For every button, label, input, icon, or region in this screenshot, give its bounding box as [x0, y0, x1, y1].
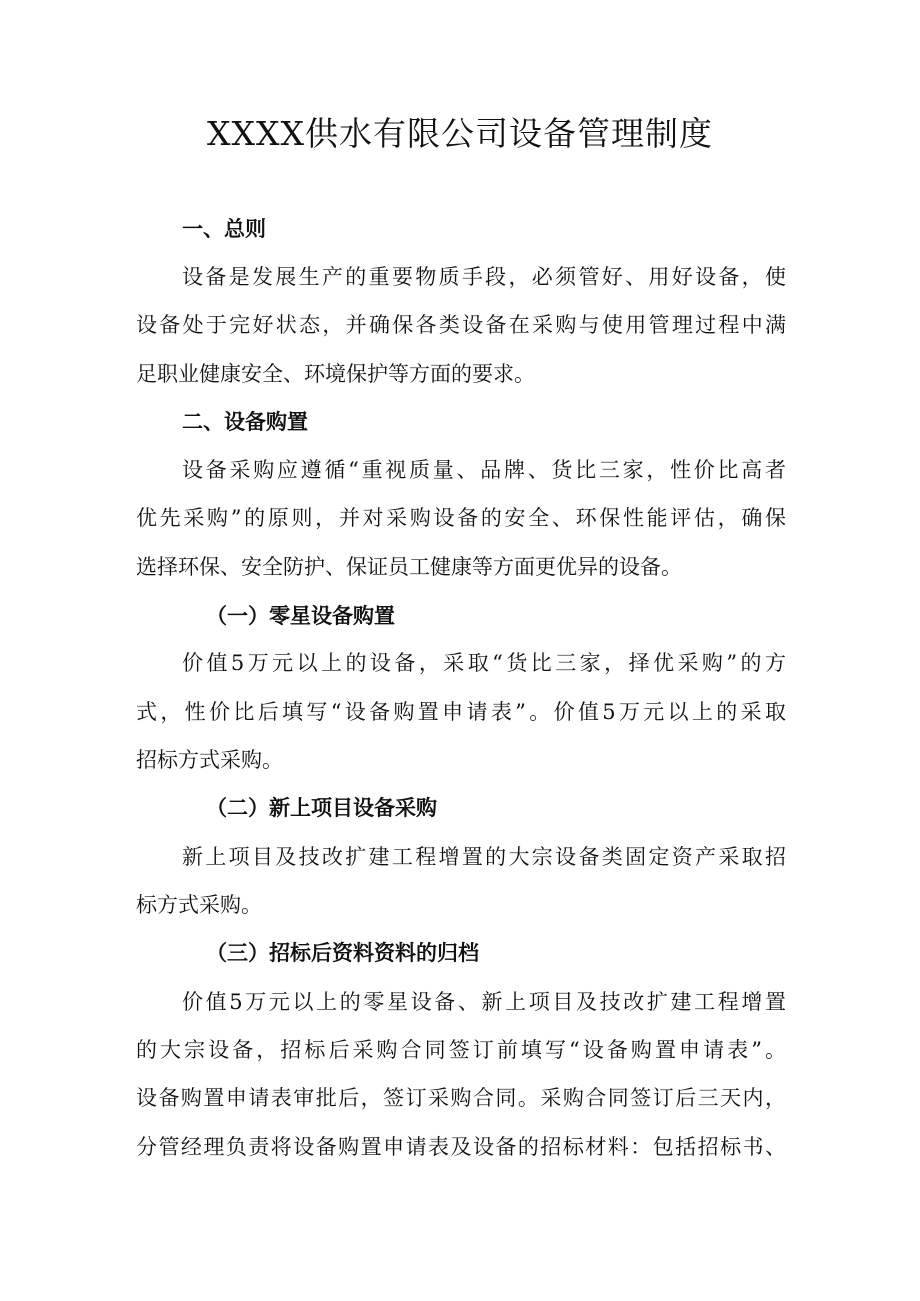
- paragraph-line: 式，性价比后填写“设备购置申请表”。价值5万元以上的采取: [136, 700, 786, 724]
- paragraph-line: 设备购置申请表审批后，签订采购合同。采购合同签订后三天内，: [136, 1086, 786, 1110]
- paragraph-line: 设备是发展生产的重要物质手段，必须管好、用好设备，使: [182, 265, 786, 289]
- paragraph-line: 足职业健康安全、环境保护等方面的要求。: [136, 362, 535, 386]
- subsection-heading-3: （三）招标后资料资料的归档: [206, 941, 479, 965]
- subsection-heading-1: （一）零星设备购置: [206, 604, 395, 628]
- paragraph-line: 招标方式采购。: [136, 748, 283, 772]
- paragraph-line: 设备采购应遵循“重视质量、品牌、货比三家，性价比高者: [182, 458, 786, 482]
- paragraph-line: 设备处于完好状态，并确保各类设备在采购与使用管理过程中满: [136, 313, 786, 337]
- paragraph-line: 价值5万元以上的零星设备、新上项目及技改扩建工程增置: [182, 990, 786, 1014]
- paragraph-line: 选择环保、安全防护、保证员工健康等方面更优异的设备。: [136, 555, 682, 579]
- paragraph-line: 优先采购”的原则，并对采购设备的安全、环保性能评估，确保: [136, 506, 786, 530]
- paragraph-line: 价值5万元以上的设备，采取“货比三家，择优采购”的方: [182, 651, 786, 675]
- subsection-heading-2: （二）新上项目设备采购: [206, 796, 437, 820]
- section-heading-purchase: 二、设备购置: [182, 410, 308, 434]
- document-title: XXXX供水有限公司设备管理制度: [207, 114, 713, 153]
- paragraph-line: 的大宗设备，招标后采购合同签订前填写“设备购置申请表”。: [136, 1038, 786, 1062]
- paragraph-line: 标方式采购。: [136, 893, 262, 917]
- section-heading-general: 一、总则: [182, 217, 266, 241]
- paragraph-line: 分管经理负责将设备购置申请表及设备的招标材料：包括招标书、: [136, 1135, 786, 1159]
- paragraph-line: 新上项目及技改扩建工程增置的大宗设备类固定资产采取招: [182, 845, 786, 869]
